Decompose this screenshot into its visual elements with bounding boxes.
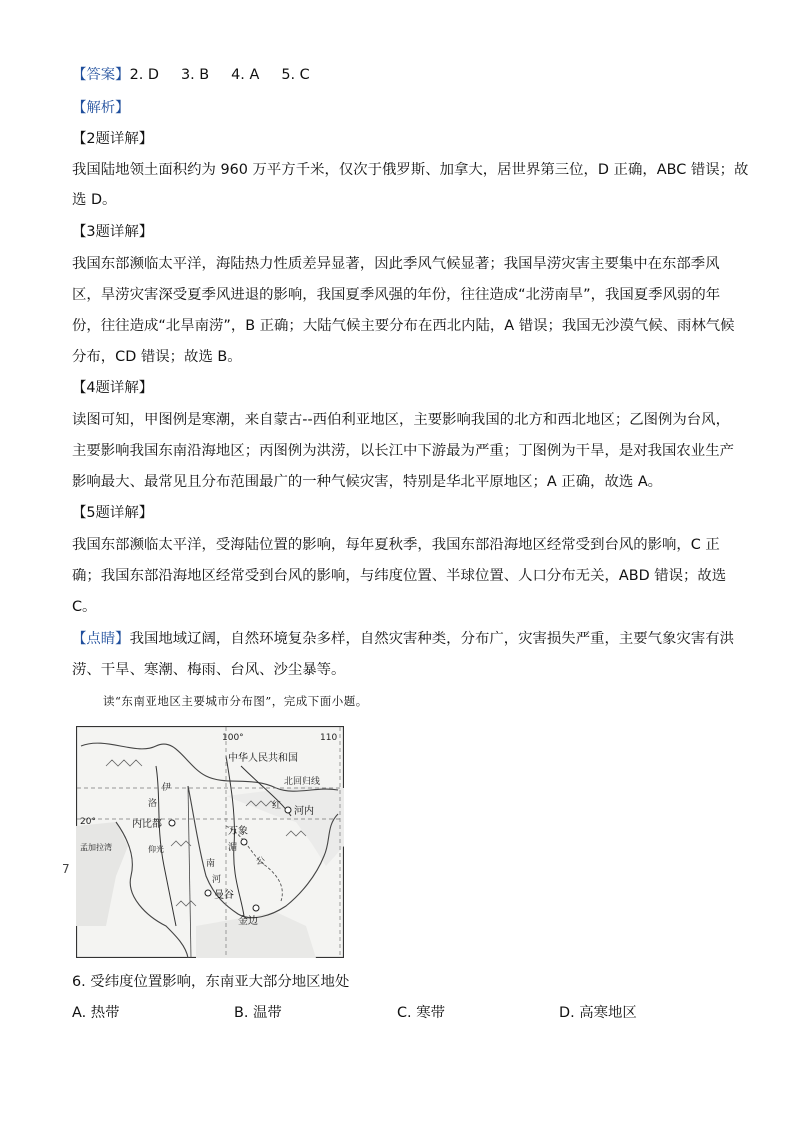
q2-text-line: 我国陆地领土面积约为 960 万平方千米，仅次于俄罗斯、加拿大，居世界第三位，D 正确，ABC 错误；故 <box>72 162 749 178</box>
map-city-dot <box>285 807 291 813</box>
option-d[interactable]: D. 高寒地区 <box>559 1005 637 1021</box>
q2-heading: 【2题详解】 <box>72 131 154 147</box>
answer-item: 5. C <box>281 67 310 83</box>
q4-text-line: 影响最大、最常见且分布范围最广的一种气候灾害，特别是华北平原地区；A 正确，故选 A。 <box>72 474 663 490</box>
map-caption: 读“东南亚地区主要城市分布图”，完成下面小题。 <box>103 694 368 708</box>
map-label-river-a: 伊 <box>162 783 172 793</box>
q5-text-line: C。 <box>72 599 97 615</box>
map-label-red: 红 <box>272 801 282 811</box>
map-label-tropic: 北回归线 <box>284 777 321 787</box>
analysis-tag <box>72 98 724 118</box>
q3-heading: 【3题详解】 <box>72 224 154 240</box>
map-label-river-b: 洛 <box>148 799 158 809</box>
answer-tag: 【答案】 <box>72 67 130 83</box>
map-label-lat20: 20° <box>80 817 96 827</box>
map-label-lon110: 110 <box>320 733 338 743</box>
map-label-bangkok: 曼谷 <box>214 890 234 901</box>
map-label-yangon: 仰光 <box>148 845 164 854</box>
q4-heading: 【4题详解】 <box>72 380 154 396</box>
map-city-dot <box>253 905 259 911</box>
southeast-asia-map <box>76 726 344 958</box>
q3-text-line: 份，往往造成“北旱南涝”，B 正确；大陆气候主要分布在西北内陆，A 错误；我国无沙漠气候、雨林气候 <box>72 318 735 334</box>
map-label-phnompenh: 金边 <box>238 916 258 927</box>
map-label-he: 河 <box>212 875 222 885</box>
dianjing-line <box>72 629 734 649</box>
q2-text-line: 选 D。 <box>72 192 117 208</box>
question-6-stem: 6. 受纬度位置影响，东南亚大部分地区地处 <box>72 974 350 990</box>
q5-text-line: 确；我国东部沿海地区经常受到台风的影响，与纬度位置、半球位置、人口分布无关，ABD 错误；故选 <box>72 568 727 584</box>
q3-text-line: 区，旱涝灾害深受夏季风进退的影响，我国夏季风强的年份，往往造成“北涝南旱”，我国夏季风弱的年 <box>72 287 721 303</box>
map-label-mei: 湄 <box>228 843 238 853</box>
map-label-gong: 公 <box>256 857 266 867</box>
dianjing-text-line: 涝、干旱、寒潮、梅雨、台风、沙尘暴等。 <box>72 662 346 678</box>
answer-item: 3. B <box>180 67 210 83</box>
q3-text-line: 分布，CD 错误；故选 B。 <box>72 349 242 365</box>
q4-text-line: 主要影响我国东南沿海地区；丙图例为洪涝，以长江中下游最为严重；丁图例为干旱，是对我国农业生产 <box>72 443 734 459</box>
dianjing-tag: 【点睛】 <box>72 631 130 647</box>
option-c[interactable]: C. 寒带 <box>397 1005 445 1021</box>
map-city-dot <box>241 839 247 845</box>
q3-text-line: 我国东部濒临太平洋，海陆热力性质差异显著，因此季风气候显著；我国旱涝灾害主要集中在东部季风 <box>72 256 720 272</box>
map-label-lon100: 100° <box>222 733 244 743</box>
answer-item: 4. A <box>231 67 260 83</box>
q4-text-line: 读图可知，甲图例是寒潮，来自蒙古--西伯利亚地区，主要影响我国的北方和西北地区；乙图例为台风， <box>72 412 730 428</box>
q5-text-line: 我国东部濒临太平洋，受海陆位置的影响，每年夏秋季，我国东部沿海地区经常受到台风的影响，C 正 <box>72 537 720 553</box>
option-a[interactable]: A. 热带 <box>72 1005 120 1021</box>
map-label-country: 中华人民共和国 <box>228 753 298 764</box>
map-label-gulf: 孟加拉湾 <box>80 843 112 852</box>
analysis-tag-text: 【解析】 <box>72 100 130 116</box>
dianjing-text: 我国地域辽阔，自然环境复杂多样，自然灾害种类，分布广，灾害损失严重，主要气象灾害有洪 <box>129 631 734 647</box>
answer-line <box>72 65 724 85</box>
map-label-naypyidaw: 内比都 <box>132 819 162 830</box>
map-label-hanoi: 河内 <box>294 806 314 817</box>
map-city-dot <box>169 820 175 826</box>
map-city-dot <box>205 890 211 896</box>
map-label-nan: 南 <box>206 859 216 869</box>
map-label-vientiane: 万象 <box>228 826 248 837</box>
option-b[interactable]: B. 温带 <box>234 1005 282 1021</box>
side-mark: 7 <box>62 862 70 876</box>
answer-item: 2. D <box>129 67 159 83</box>
q5-heading: 【5题详解】 <box>72 505 154 521</box>
